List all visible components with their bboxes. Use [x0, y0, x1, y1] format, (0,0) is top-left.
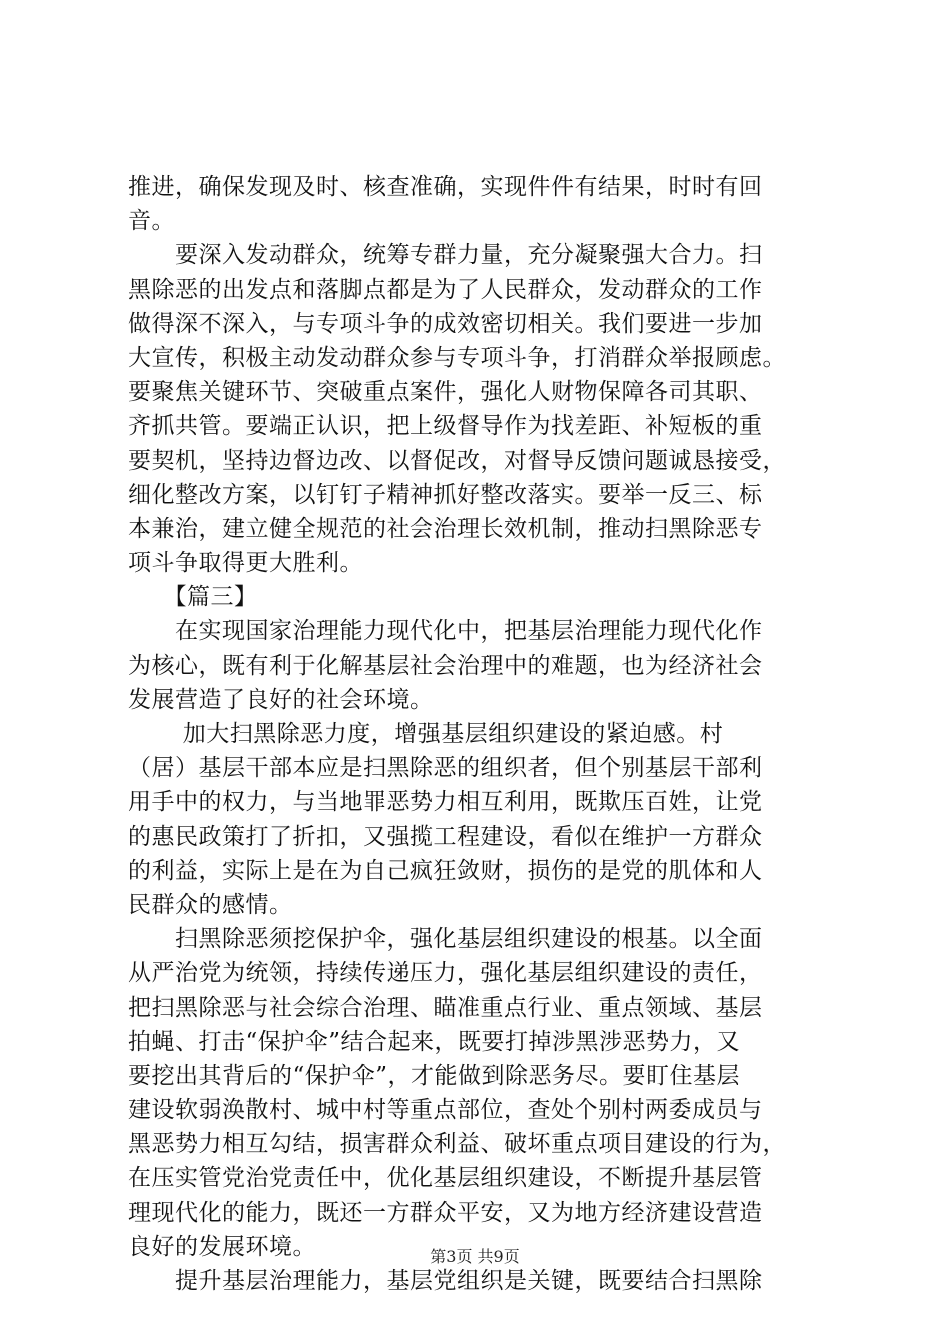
text-line: 拍蝇、打击“保护伞”结合起来，既要打掉涉黑涉恶势力，又	[128, 1028, 741, 1055]
text-line: 项斗争取得更大胜利。	[128, 550, 363, 577]
text-line: 建设软弱涣散村、城中村等重点部位，查处个别村两委成员与	[128, 1097, 763, 1124]
text-line: 扫黑除恶须挖保护伞，强化基层组织建设的根基。以全面	[128, 926, 763, 953]
text-line: 【篇三】	[128, 584, 258, 611]
text-line: 要聚焦关键环节、突破重点案件，强化人财物保障各司其职、	[128, 379, 763, 406]
text-line: 的利益，实际上是在为自己疯狂敛财，损伤的是党的肌体和人	[128, 857, 763, 884]
text-line: （居）基层干部本应是扫黑除恶的组织者，但个别基层干部利	[128, 755, 763, 782]
text-line: 要契机，坚持边督边改、以督促改，对督导反馈问题诚恳接受，	[128, 447, 786, 474]
text-line: 黑恶势力相互勾结，损害群众利益、破坏重点项目建设的行为，	[128, 1131, 786, 1158]
text-line: 加大扫黑除恶力度，增强基层组织建设的紧迫感。村	[128, 721, 724, 747]
text-line: 齐抓共管。要端正认识，把上级督导作为找差距、补短板的重	[128, 413, 763, 440]
text-line: 的惠民政策打了折扣，又强揽工程建设，看似在维护一方群众	[128, 823, 763, 850]
text-line: 发展营造了良好的社会环境。	[128, 686, 434, 713]
text-line: 本兼治，建立健全规范的社会治理长效机制，推动扫黑除恶专	[128, 515, 763, 542]
text-line: 细化整改方案，以钉钉子精神抓好整改落实。要举一反三、标	[128, 481, 763, 508]
text-line: 良好的发展环境。	[128, 1233, 316, 1260]
text-line: 做得深不深入，与专项斗争的成效密切相关。我们要进一步加	[128, 310, 763, 337]
text-line: 黑除恶的出发点和落脚点都是为了人民群众，发动群众的工作	[128, 276, 763, 303]
text-line: 推进，确保发现及时、核查准确，实现件件有结果，时时有回	[128, 174, 763, 200]
text-line: 在实现国家治理能力现代化中，把基层治理能力现代化作	[128, 618, 763, 645]
text-line: 为核心，既有利于化解基层社会治理中的难题，也为经济社会	[128, 652, 763, 679]
text-line: 要挖出其背后的“保护伞”，才能做到除恶务尽。要盯住基层	[128, 1062, 741, 1089]
text-line: 在压实管党治党责任中，优化基层组织建设，不断提升基层管	[128, 1165, 763, 1192]
text-line: 要深入发动群众，统筹专群力量，充分凝聚强大合力。扫	[128, 242, 763, 269]
text-line: 民群众的感情。	[128, 891, 293, 918]
text-line: 提升基层治理能力，基层党组织是关键，既要结合扫黑除	[128, 1268, 763, 1294]
text-line: 理现代化的能力，既还一方群众平安，又为地方经济建设营造	[128, 1199, 763, 1226]
text-line: 音。	[128, 208, 175, 235]
text-line: 把扫黑除恶与社会综合治理、瞄准重点行业、重点领域、基层	[128, 994, 763, 1021]
text-line: 从严治党为统领，持续传递压力，强化基层组织建设的责任，	[128, 960, 763, 987]
text-line: 大宣传，积极主动发动群众参与专项斗争，打消群众举报顾虑。	[128, 344, 786, 371]
page-footer: 第3页 共9页	[430, 1247, 520, 1266]
text-line: 用手中的权力，与当地罪恶势力相互利用，既欺压百姓，让党	[128, 789, 763, 816]
document-body	[128, 170, 828, 1298]
